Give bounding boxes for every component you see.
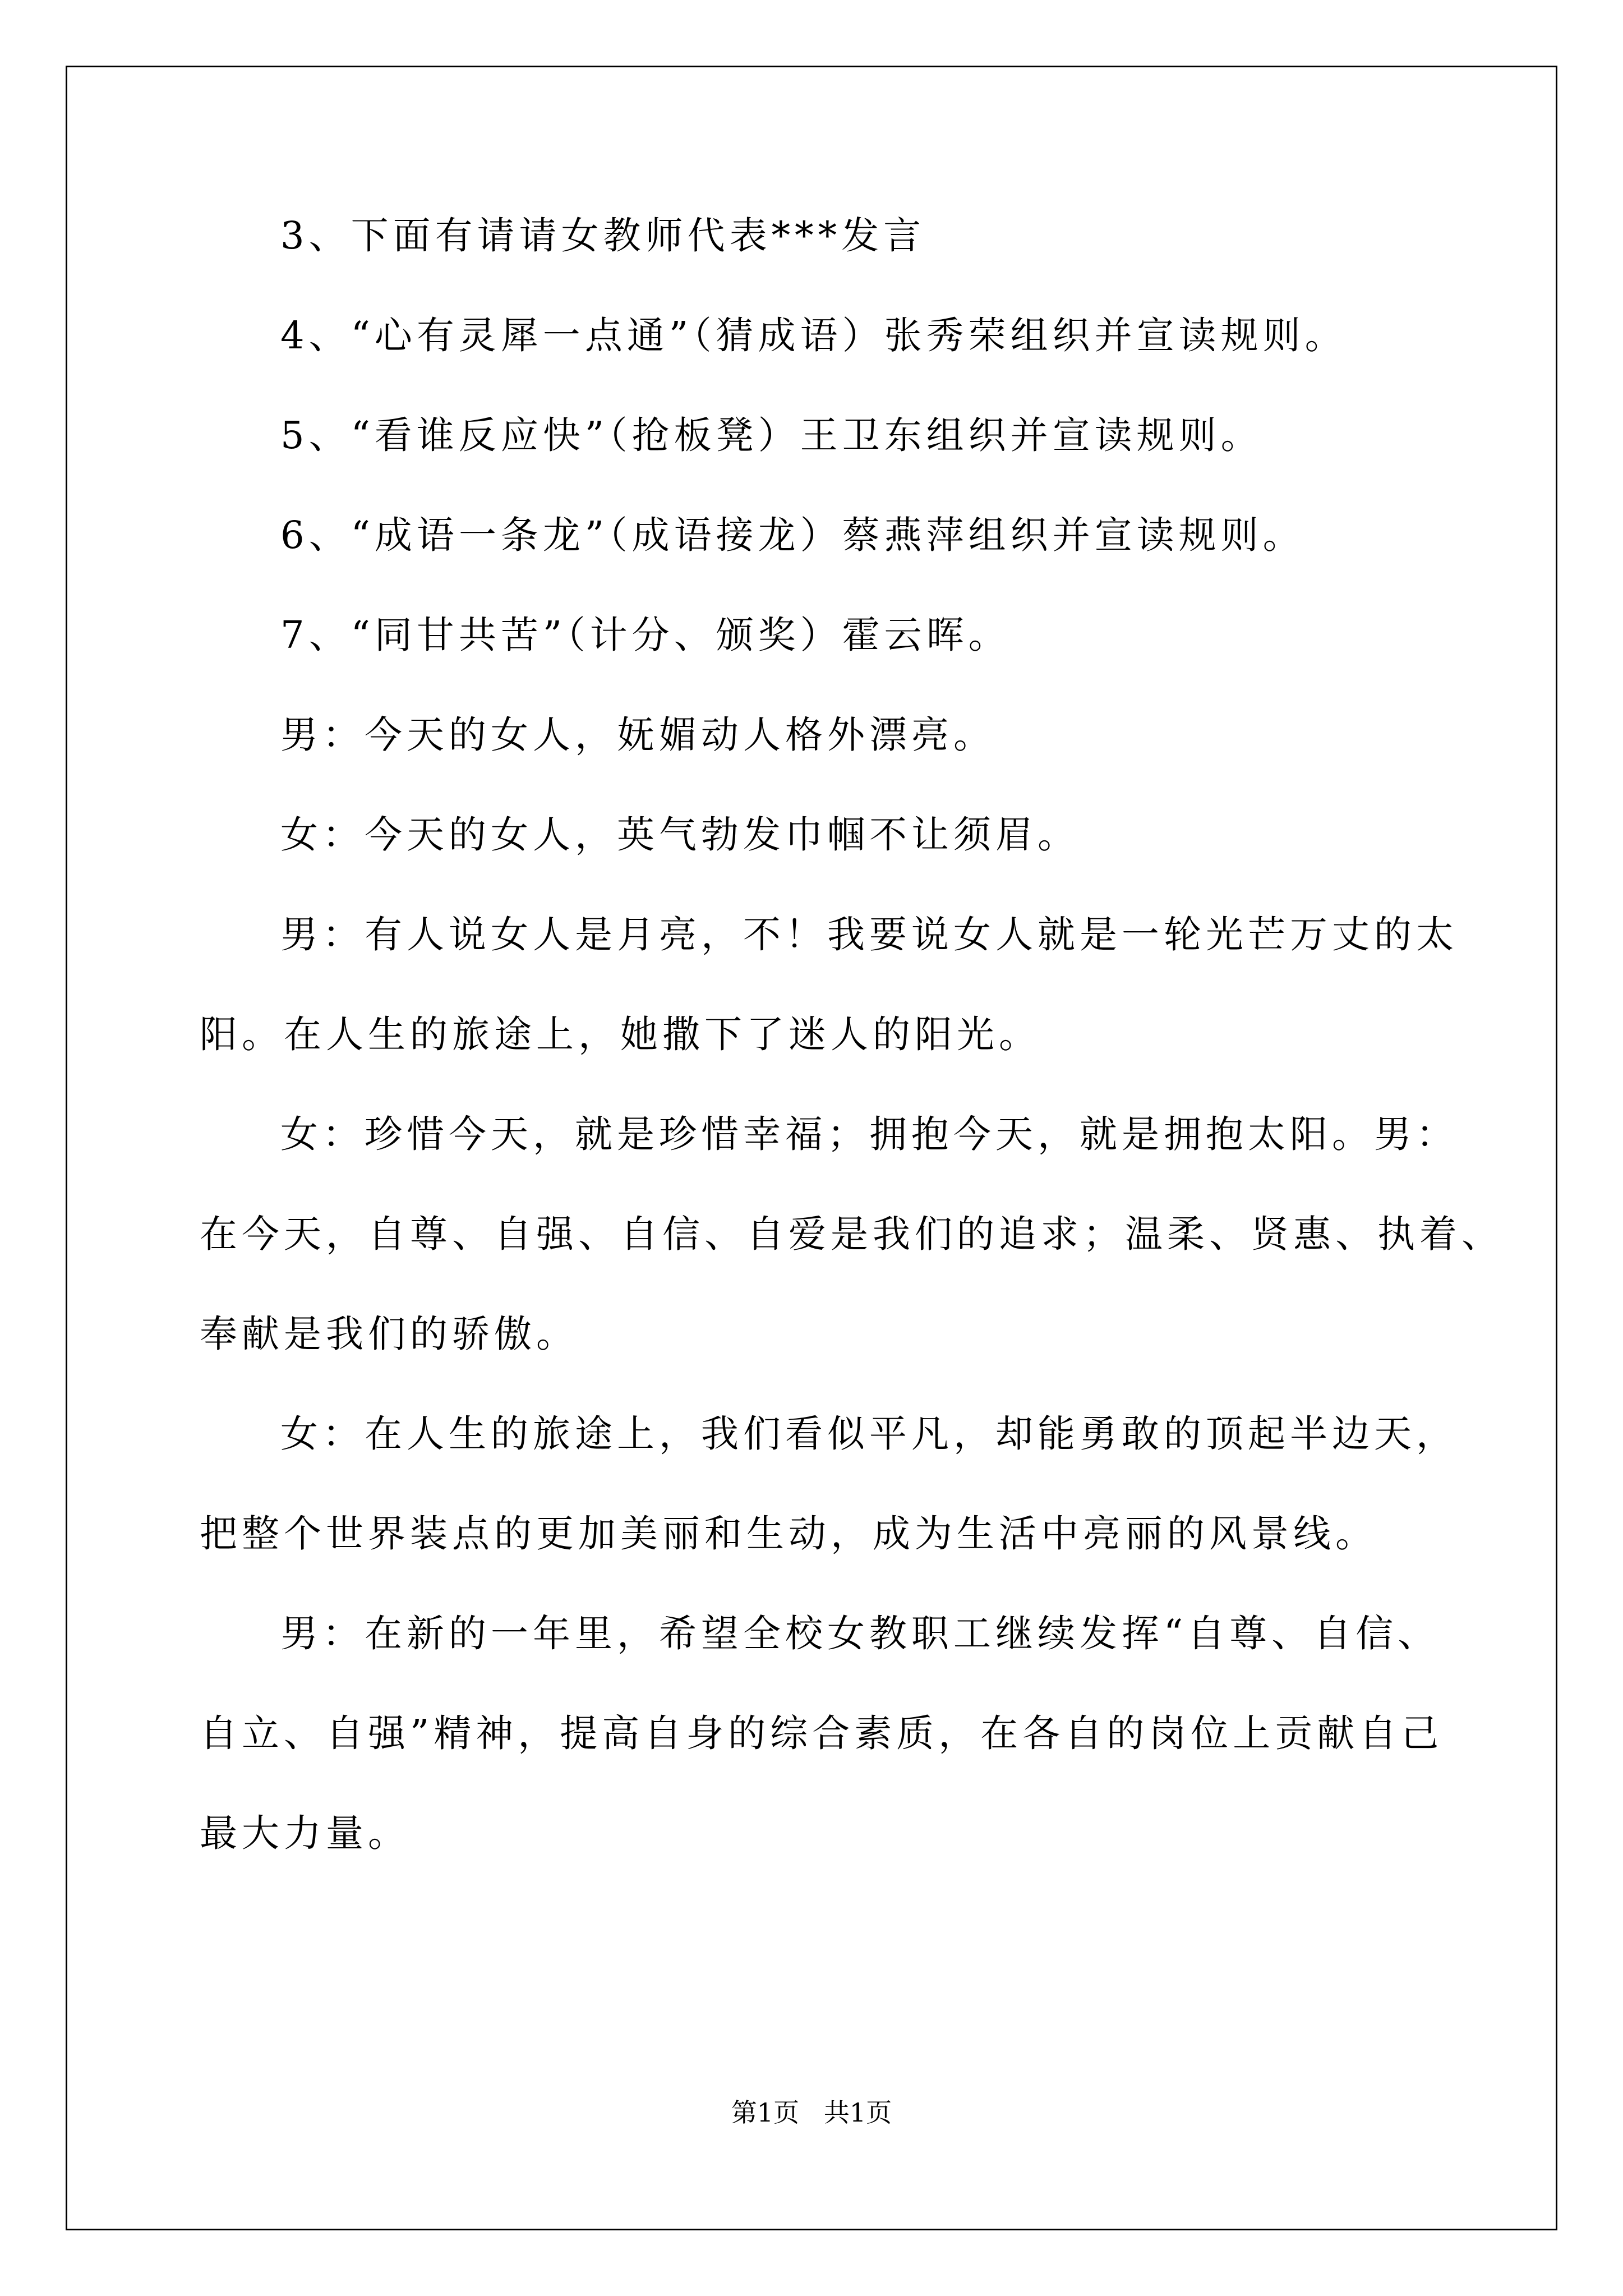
paragraph-line: 男：有人说女人是月亮，不！我要说女人就是一轮光芒万丈的太 [280,913,1458,956]
paragraph-line: 奉献是我们的骄傲。 [200,1312,578,1356]
paragraph-line: 女：在人生的旅途上，我们看似平凡，却能勇敢的顶起半边天， [280,1412,1458,1456]
paragraph-line: 3、下面有请请女教师代表***发言 [280,214,926,257]
paragraph-line: 自立、自强”精神，提高自身的综合素质，在各自的岗位上贡献自己 [200,1711,1444,1755]
paragraph-line: 在今天，自尊、自强、自信、自爱是我们的追求；温柔、贤惠、执着、 [200,1212,1504,1256]
paragraph-line: 女：今天的女人，英气勃发巾帼不让须眉。 [280,813,1080,857]
paragraph-line: 4、“心有灵犀一点通”（猜成语）张秀荣组织并宣读规则。 [280,314,1347,357]
paragraph-line: 7、“同甘共苦”（计分、颁奖）霍云晖。 [280,613,1011,657]
paragraph-line: 女：珍惜今天，就是珍惜幸福；拥抱今天，就是拥抱太阳。男： [280,1112,1458,1156]
paragraph-line: 5、“看谁反应快”（抢板凳）王卫东组织并宣读规则。 [280,413,1263,457]
paragraph-line: 最大力量。 [200,1811,410,1855]
paragraph-line: 把整个世界装点的更加美丽和生动，成为生活中亮丽的风景线。 [200,1512,1377,1556]
paragraph-line: 6、“成语一条龙”（成语接龙）蔡燕萍组织并宣读规则。 [280,513,1305,557]
page-number-footer: 第1页 共1页 [731,2097,892,2128]
paragraph-line: 男：今天的女人，妩媚动人格外漂亮。 [280,713,995,757]
paragraph-line: 男：在新的一年里，希望全校女教职工继续发挥“自尊、自信、 [280,1612,1440,1655]
paragraph-line: 阳。在人生的旅途上，她撒下了迷人的阳光。 [200,1013,1041,1056]
